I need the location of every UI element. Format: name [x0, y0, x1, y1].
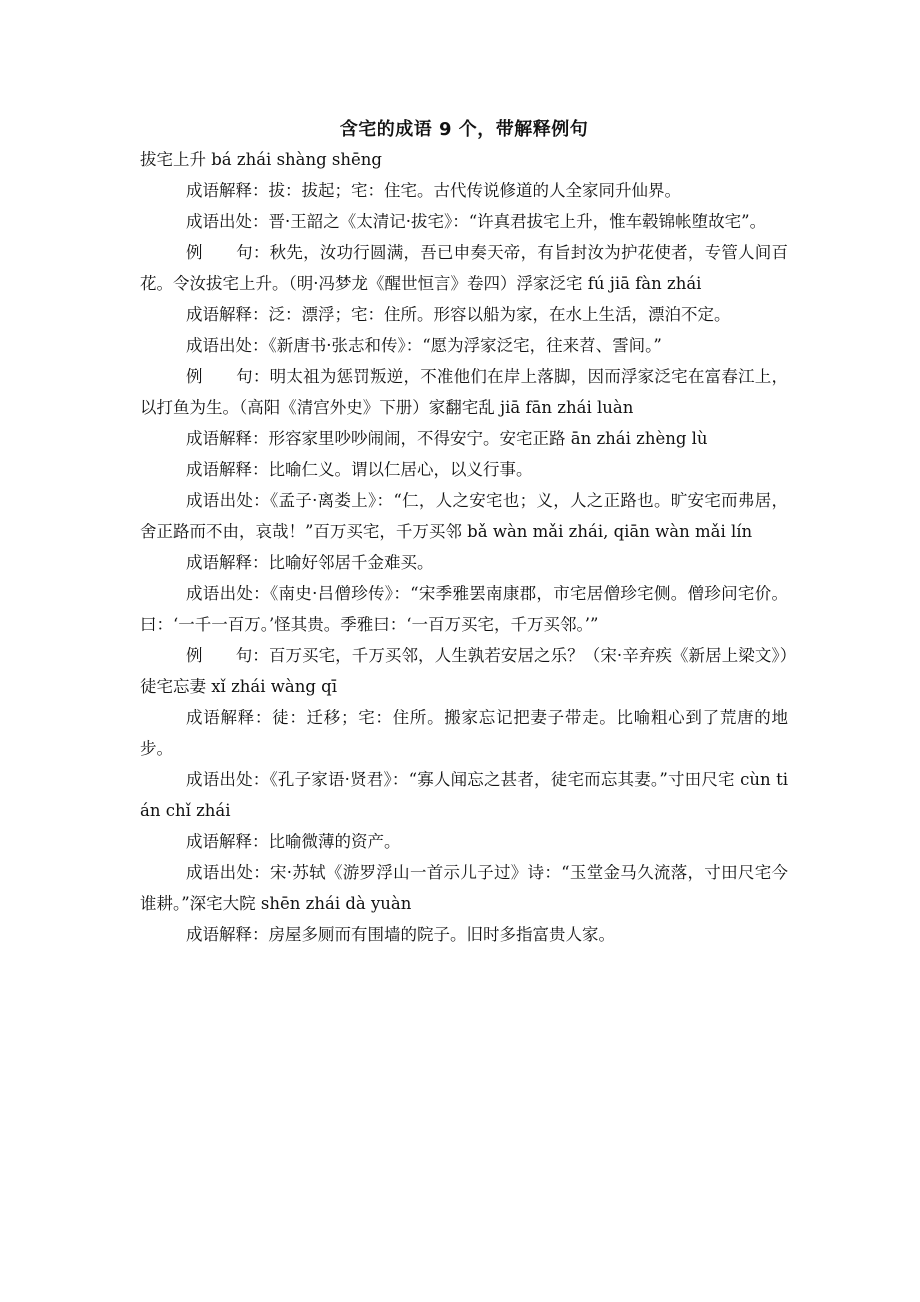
paragraph: 拔宅上升 bá zhái shàng shēng [140, 150, 382, 169]
paragraph: 例 句：明太祖为惩罚叛逆，不准他们在岸上落脚，因而浮家泛宅在富春江上，以打鱼为生。（高阳《清宫外史》下册）家翻宅乱 jiā fān zhái luàn [140, 367, 788, 417]
paragraph: 成语出处：《南史·吕僧珍传》：“宋季雅罢南康郡，市宅居僧珍宅侧。僧珍问宅价。曰：‘一千一百万。’怪其贵。季雅曰：‘一百万买宅，千万买邻。’” [140, 584, 788, 634]
paragraph: 成语解释：拔：拔起；宅：住宅。古代传说修道的人全家同升仙界。 [186, 181, 681, 200]
paragraph: 成语出处：《新唐书·张志和传》：“愿为浮家泛宅，往来苕、霅间。” [186, 336, 662, 355]
document-page [140, 116, 788, 950]
paragraph: 成语解释：比喻仁义。谓以仁居心，以义行事。 [186, 460, 533, 479]
paragraph: 成语出处：《孔子家语·贤君》：“寡人闻忘之甚者，徒宅而忘其妻。”寸田尺宅 cùn tián chǐ zhái [140, 770, 788, 820]
paragraph: 例 句：秋先，汝功行圆满，吾已申奏天帝，有旨封汝为护花使者，专管人间百花。令汝拔宅上升。（明·冯梦龙《醒世恒言》卷四）浮家泛宅 fú jiā fàn zhái [140, 243, 788, 293]
paragraph: 成语解释：比喻微薄的资产。 [186, 832, 401, 851]
paragraph: 成语解释：形容家里吵吵闹闹，不得安宁。安宅正路 ān zhái zhèng lù [186, 429, 708, 448]
paragraph: 成语出处：《孟子·离娄上》：“仁，人之安宅也；义，人之正路也。旷安宅而弗居，舍正路而不由，哀哉！”百万买宅，千万买邻 bǎ wàn mǎi zhái, qiān wàn mǎi lín [140, 491, 788, 541]
paragraph: 成语出处：晋·王韶之《太清记·拔宅》：“许真君拔宅上升，惟车毂锦帐堕故宅”。 [186, 212, 767, 231]
document-title: 含宅的成语 9 个，带解释例句 [339, 119, 589, 140]
paragraph: 成语出处：宋·苏轼《游罗浮山一首示儿子过》诗：“玉堂金马久流落，寸田尺宅今谁耕。”深宅大院 shēn zhái dà yuàn [140, 863, 788, 913]
paragraph: 例 句：百万买宅，千万买邻，人生孰若安居之乐？（宋·辛弃疾《新居上梁文》）徒宅忘妻 xǐ zhái wàng qī [140, 646, 788, 696]
paragraph: 成语解释：泛：漂浮；宅：住所。形容以船为家，在水上生活，漂泊不定。 [186, 305, 731, 324]
paragraph: 成语解释：比喻好邻居千金难买。 [186, 553, 434, 572]
document-body [140, 144, 788, 950]
paragraph: 成语解释：徒：迁移；宅：住所。搬家忘记把妻子带走。比喻粗心到了荒唐的地步。 [140, 708, 788, 758]
paragraph: 成语解释：房屋多厕而有围墙的院子。旧时多指富贵人家。 [186, 925, 615, 944]
